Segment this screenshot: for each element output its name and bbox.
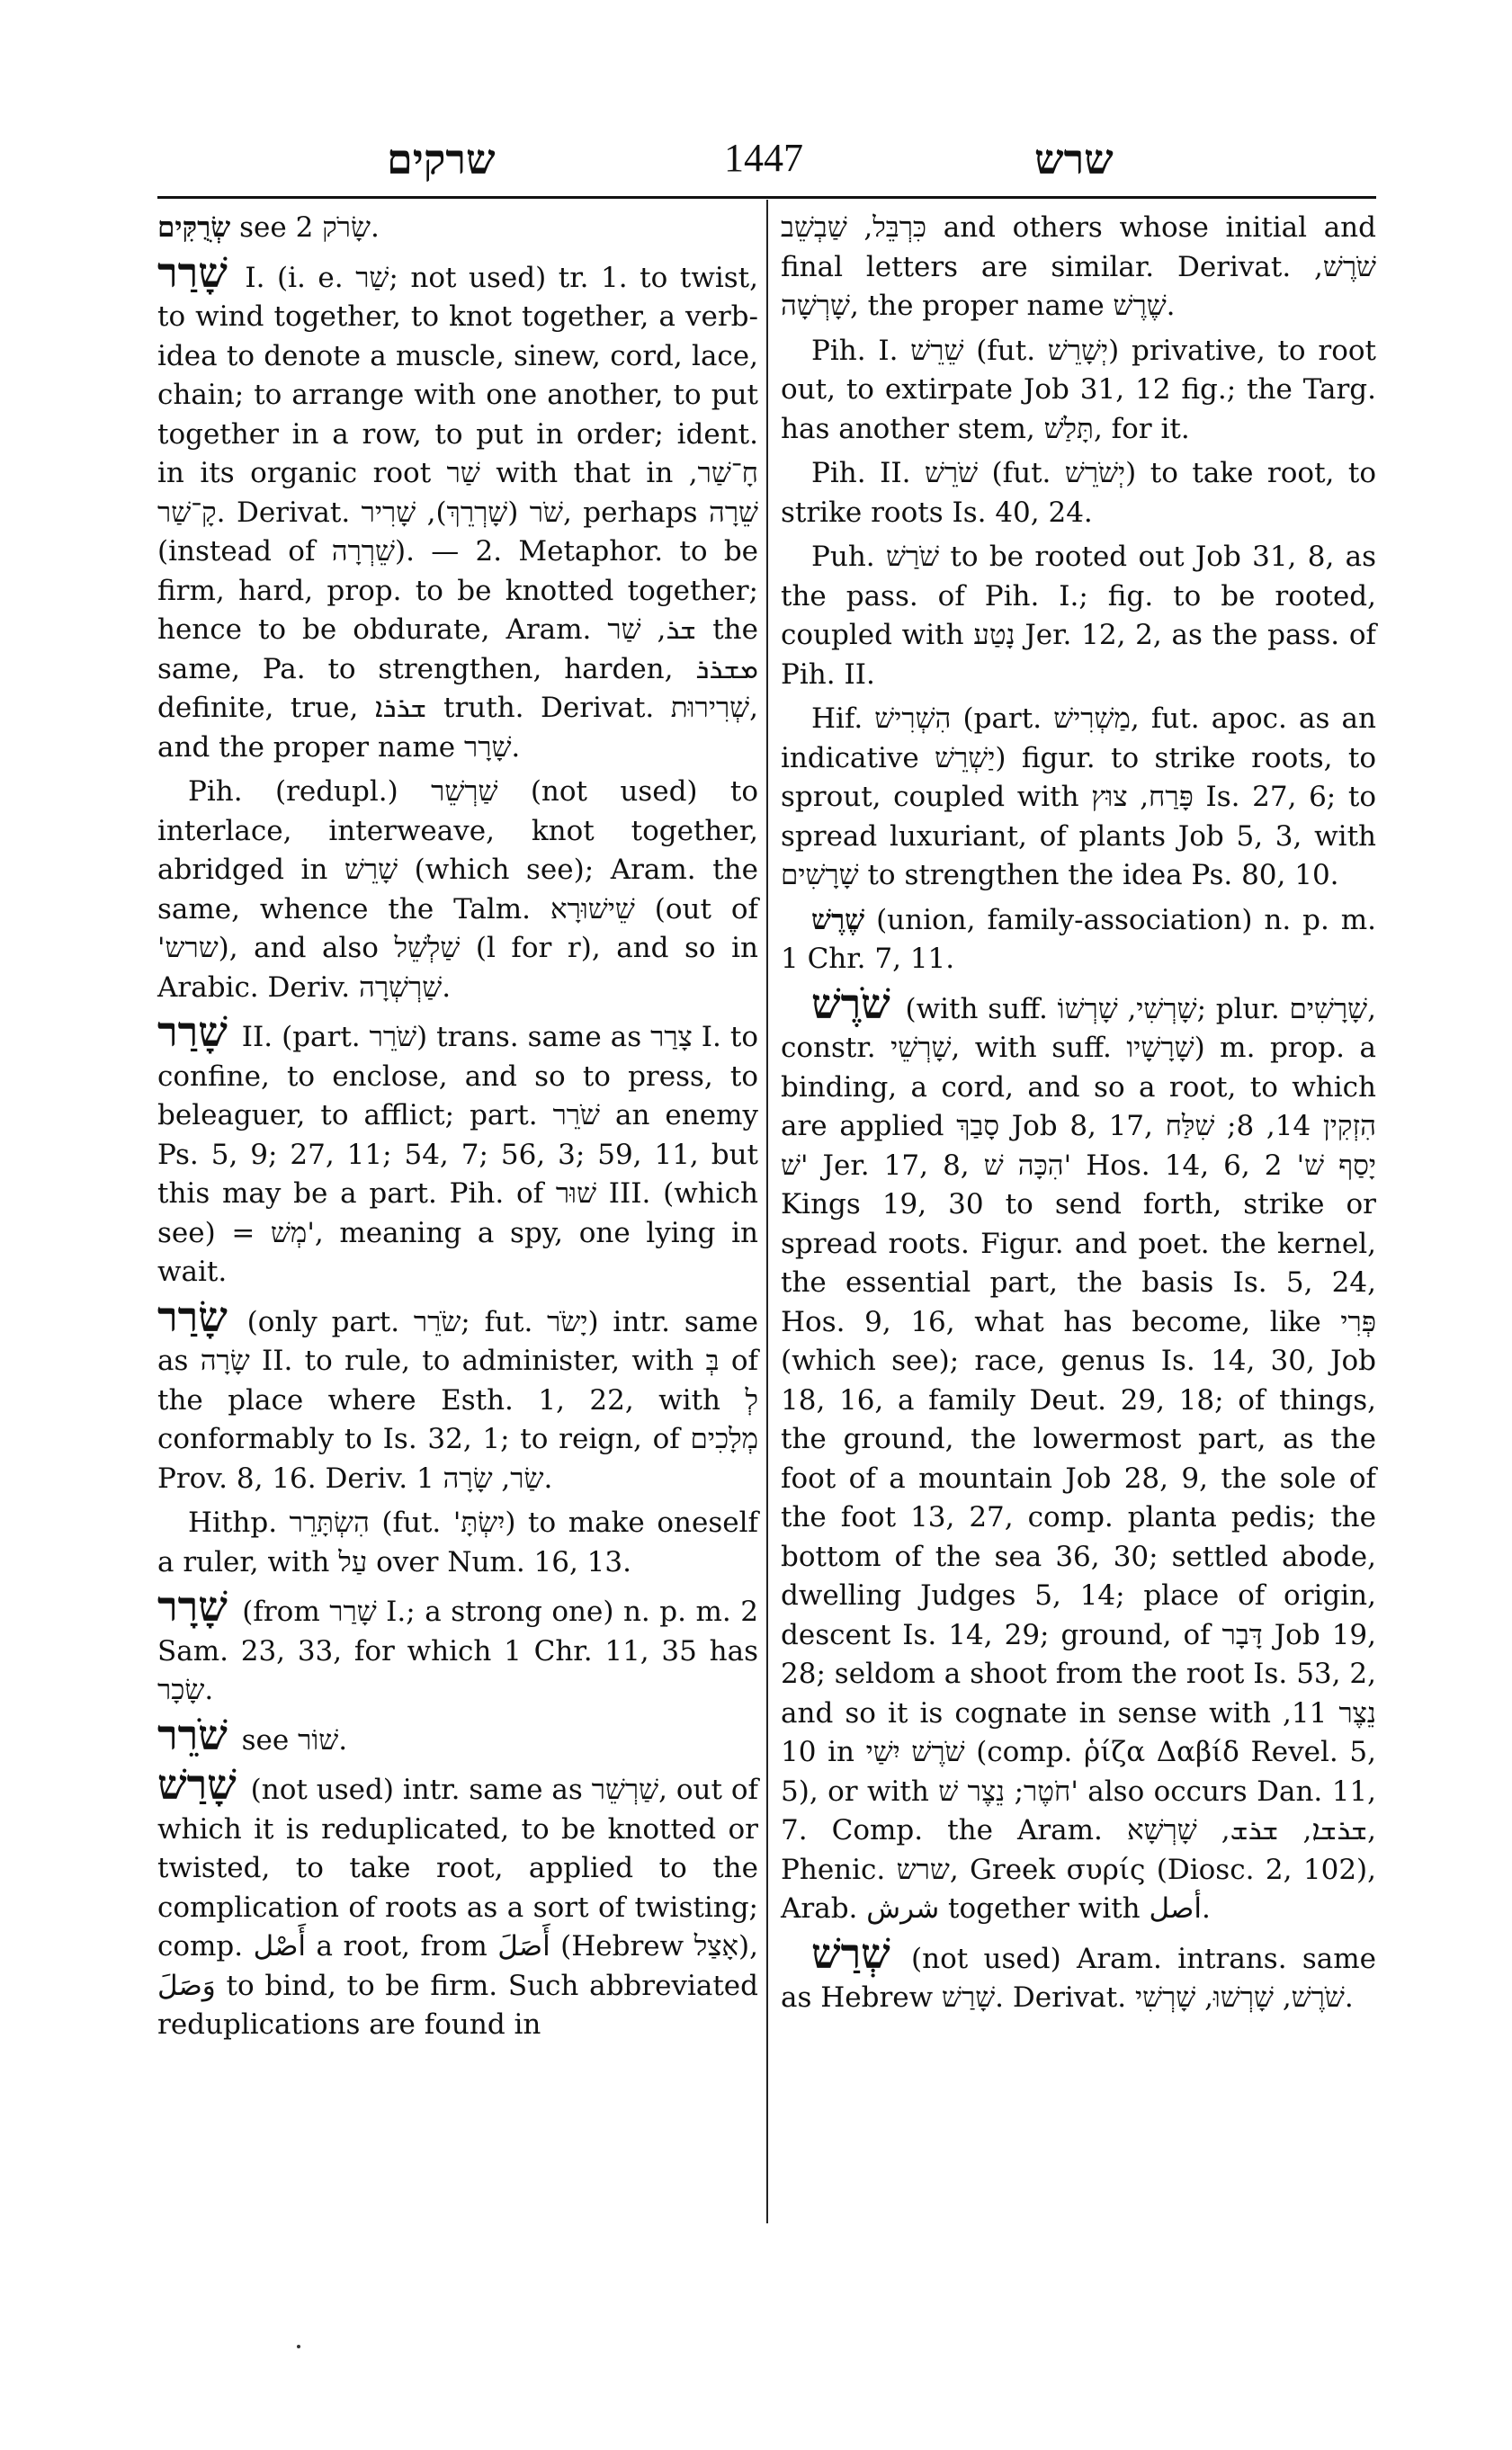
entry-text: Hithp. הִשְׂתָּרֵר (fut. 'יִשְׂתָּ) to make oneself a ruler, with עַל over Num. 16, 13. bbox=[157, 1507, 758, 1578]
running-head-left: שרקים bbox=[387, 135, 496, 183]
entry-text: see שׁוֹר. bbox=[241, 1723, 348, 1757]
entry-text: I. (i. e. שַׁר; not used) tr. 1. to twist, to wind together, to knot together, a verb-idea to denote a muscle, sinew, cord, lace, chain; to arrange with one another, to put together in a row, to put in order; ident. in its organic root שַׁר with that in חָ־שַׁר, קָ־שַׁר. Derivat. שֹׁר (שָׁרְרֵךְ), שָׁרִיר, perhaps שֵׁרָה (instead of שֵׁרְרָה). — 2. Metaphor. to be firm, hard, prop. to be knotted together; hence to be obdurate, Aram. ܫܪ, שַׁר the same, Pa. to strengthen, harden, ܡܫܪܪ definite, true, ܫܪܪܐ truth. Derivat. שְׁרִירוּת, and the proper name שָׁרָר. bbox=[157, 261, 759, 764]
dictionary-entry bbox=[157, 1007, 758, 1292]
entry-text: Hif. הִשְׁרִישׁ (part. מַשְׁרִישׁ, fut. apoc. as an indicative יַשְׁרֵשׁ) figur. to strike roots, to sprout, coupled with פָּרַח, צוּץ Is. 27, 6; to spread luxuriant, of plants Job 5, 3, with שָׁרָשִׁים to strengthen the idea Ps. 80, 10. bbox=[781, 702, 1377, 891]
entry-text: (union, family-association) n. p. m. 1 Chr. 7, 11. bbox=[781, 903, 1377, 975]
headword: שָׁרַר bbox=[157, 1007, 228, 1056]
headword: שָׂרַר bbox=[157, 1292, 228, 1341]
entry-text: Pih. II. שֹׁרֵשׁ (fut. יְשֹׁרֵשׁ) to take root, to strike roots Is. 40, 24. bbox=[781, 457, 1377, 529]
dictionary-entry bbox=[157, 247, 759, 768]
dictionary-entry bbox=[781, 700, 1376, 896]
dictionary-entry bbox=[157, 1292, 758, 1499]
headword: שֹׁרֵר bbox=[157, 1710, 228, 1759]
entry-text: (not used) intr. same as שַׁרְשֵׁר, out of which it is reduplicated, to be knotted or twisted, to take root, applied to the complication of roots as a sort of twisting; comp. أَصْل a root, from أَصَلَ (Hebrew אָצַל), وَصَلَ to bind, to be firm. Such abbreviated reduplications are found in bbox=[157, 1774, 758, 2041]
entry-text: (from שָׁרַר I.; a strong one) n. p. m. 2 Sam. 23, 33, for which 1 Chr. 11, 35 has שָׂכָר. bbox=[157, 1596, 758, 1706]
headword: שֹׁרֶשׁ bbox=[811, 979, 890, 1028]
dictionary-entry bbox=[157, 209, 758, 248]
entry-text: II. (part. שֹׁרֵר) trans. same as צָרַר I. to confine, to enclose, and so to press, to beleaguer, to afflict; part. שֹׁרֵר an enemy Ps. 5, 9; 27, 11; 54, 7; 56, 3; 59, 11, but this may be a part. Pih. of שׁוּר III. (which see) = מְשׁ', meaning a spy, one lying in wait. bbox=[157, 1021, 758, 1288]
dictionary-entry bbox=[781, 454, 1376, 532]
entry-text: Puh. שֹׁרַשׁ to be rooted out Job 31, 8, as the pass. of Pih. I.; fig. to be rooted, coupled with נָטַע Jer. 12, 2, as the pass. of Pih. II. bbox=[781, 541, 1377, 691]
entry-text: see שָׂרֹק 2. bbox=[239, 211, 380, 244]
header-rule bbox=[157, 196, 1376, 199]
headword: שָׁרַר bbox=[157, 247, 228, 297]
dictionary-entry bbox=[781, 538, 1376, 694]
headword: שְׂרֻקִּים bbox=[157, 211, 231, 244]
headword: שְׁרַשׁ bbox=[811, 1928, 890, 1978]
dictionary-entry bbox=[781, 901, 1376, 979]
dictionary-entry bbox=[781, 209, 1376, 326]
dictionary-entry bbox=[157, 773, 758, 1007]
dictionary-entry bbox=[781, 332, 1376, 450]
dictionary-entry bbox=[157, 1760, 758, 2045]
dictionary-entry bbox=[157, 1582, 758, 1711]
entry-text: Pih. (redupl.) שַׁרְשֵׁר (not used) to interlace, interweave, knot together, abridged in שָׁרֵשׁ (which see); Aram. the same, whence the Talm. שֵׁישׁוּרָא (out of 'שרש), and also שַׁלְשֵׁל (l for r), and so in Arabic. Deriv. שַׁרְשְׁרָה. bbox=[157, 775, 758, 1004]
dictionary-entry bbox=[157, 1504, 758, 1582]
right-column bbox=[781, 209, 1376, 2024]
entry-text: כִּרְבֵּל, שַׁבְשֵׁב and others whose initial and final letters are similar. Derivat. שֹׁרֶשׁ, שָׁרְשָׁה, the proper name שֶׁרֶשׁ. bbox=[781, 211, 1376, 322]
headword: שָׁרָר bbox=[157, 1582, 228, 1631]
headword: שָׁרַשׁ bbox=[157, 1760, 237, 1809]
dictionary-entry bbox=[157, 1710, 758, 1761]
dictionary-entry bbox=[781, 979, 1376, 1929]
page-number: 1447 bbox=[724, 136, 803, 180]
column-divider bbox=[766, 200, 768, 2223]
dictionary-entry bbox=[781, 1928, 1376, 2018]
speck bbox=[297, 2345, 300, 2348]
entry-text: (not used) Aram. intrans. same as Hebrew שָׁרַשׁ. Derivat. שֹׁרֶשׁ, שָׁרְשׁוּ, שָׁרְשִׁי. bbox=[781, 1942, 1376, 2014]
entry-text: Pih. I. שֵׁרֵשׁ (fut. יְשָׁרֵשׁ) privative, to root out, to extirpate Job 31, 12 fig.; the Targ. has another stem, תָּלַשׁ, for it. bbox=[781, 334, 1376, 445]
running-head-right: שרש bbox=[1034, 135, 1114, 183]
entry-text: (with suff. שָׁרְשִׁי, שָׁרְשׁוֹ; plur. שָׁרָשִׁים, constr. שָׁרְשֵׁי, with suff. שָׁרָשָׁיו) m. prop. a binding, a cord, and so a root, to which are applied סָבַךְ Job 8, 17, הִזְקִין 14, 8; שִׁלַּח שׁ' Jer. 17, 8, הִכָּה שׁ' Hos. 14, 6, יָסַף שׁ' 2 Kings 19, 30 to send forth, strike or spread roots. Figur. and poet. the kernel, the essential part, the basis Is. 5, 24, Hos. 9, 16, what has become, like פְּרִי (which see); race, genus Is. 14, 30, Job 18, 16, a family Deut. 29, 18; of things, the ground, the lowermost part, as the foot of a mountain Job 28, 9, the sole of the foot 13, 27, comp. planta pedis; the bottom of the sea 36, 30; settled abode, dwelling Judges 5, 14; place of origin, descent Is. 14, 29; ground, of דָּבָר Job 19, 28; seldom a shoot from the root Is. 53, 2, and so it is cognate in sense with נֵצֶר 11, 10 in שֹׁרֶשׁ יִשַׁי (comp. ῥίζα Δαβίδ Revel. 5, 5), or with חֹטֶר; נֵצֶר שׁ' also occurs Dan. 11, 7. Comp. the Aram. ܫܪܫܐ, ܫܪܫ, שָׁרְשָׁא, Phenic. שרש, Greek συρίς (Diosc. 2, 102), Arab. شرش together with أصل. bbox=[781, 992, 1376, 1925]
entry-text: (only part. שֹׂרֵר; fut. יָשֹׂר) intr. same as שָׂרָה II. to rule, to administer, with בְּ of the place where Esth. 1, 22, with לְ conformably to Is. 32, 1; to reign, of מְלָכִים Prov. 8, 16. Deriv. שַׂר, שָׂרָה 1. bbox=[157, 1305, 758, 1495]
left-column bbox=[157, 209, 758, 2051]
headword: שֶׁרֶשׁ bbox=[811, 903, 865, 936]
